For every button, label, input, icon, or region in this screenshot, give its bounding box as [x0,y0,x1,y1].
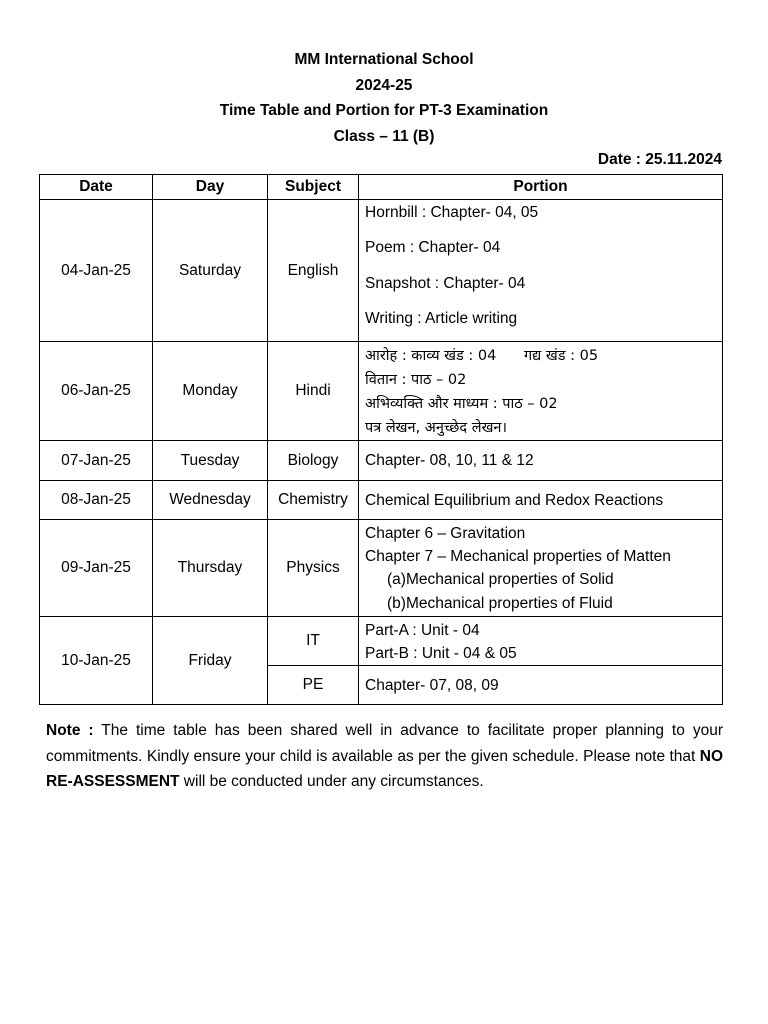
portion-line: Chemical Equilibrium and Redox Reactions [365,491,664,509]
subject-cell: Physics [268,520,359,617]
class-label: Class – 11 (B) [333,127,435,145]
day-cell: Saturday [153,200,268,342]
portion-line: Part-A : Unit - 04 [365,622,480,639]
subject-cell: Biology [268,441,359,481]
portion-line: Writing : Article writing [365,310,518,327]
note-text-end: will be conducted under any circumstances. [179,773,484,790]
day-cell: Friday [153,617,268,705]
date-cell: 09-Jan-25 [40,520,153,617]
subject-cell: PE [268,666,359,705]
note-emphasis: NO RE-ASSESSMENT [46,747,723,790]
portion-line: Chapter 7 – Mechanical properties of Matten [365,548,671,565]
table-row [40,617,723,666]
portion-cell [359,342,723,441]
portion-line: आरोह : काव्य खंड : 04 गद्य खंड : 05 [365,348,599,364]
day-cell: Wednesday [153,481,268,520]
portion-cell [359,617,723,666]
document-header [0,47,768,149]
date-cell: 10-Jan-25 [40,617,153,705]
date-cell: 06-Jan-25 [40,342,153,441]
table-row [40,200,723,342]
day-cell: Monday [153,342,268,441]
portion-line: Chapter- 08, 10, 11 & 12 [365,452,534,469]
table-row [40,481,723,520]
portion-cell [359,481,723,520]
date-cell: 08-Jan-25 [40,481,153,520]
table-row [40,520,723,617]
school-name: MM International School [294,51,474,68]
portion-line: Chapter 6 – Gravitation [365,525,526,542]
portion-line: Poem : Chapter- 04 [365,239,501,256]
portion-cell [359,520,723,617]
subject-cell: IT [268,617,359,666]
day-cell: Tuesday [153,441,268,481]
note-text: The time table has been shared well in advance to facilitate proper planning to your commitments. Kindly ensure your child is available as per the given schedule. Please note that [46,722,723,765]
timetable [39,174,723,705]
subject-cell: English [268,200,359,342]
table-header-row [40,175,723,200]
portion-cell [359,666,723,705]
column-header-portion: Portion [359,175,723,200]
portion-line: पत्र लेखन, अनुच्छेद लेखन। [365,420,507,436]
column-header-day: Day [153,175,268,200]
portion-subitem: (a)Mechanical properties of Solid [387,571,614,588]
table-row [40,441,723,481]
portion-line: Part-B : Unit - 04 & 05 [365,645,517,662]
table-row [40,342,723,441]
document-title: Time Table and Portion for PT-3 Examination [219,102,549,119]
day-cell: Thursday [153,520,268,617]
date-cell: 07-Jan-25 [40,441,153,481]
note-paragraph [46,718,723,795]
column-header-date: Date [40,175,153,200]
portion-line: Snapshot : Chapter- 04 [365,274,526,292]
note-label: Note : [46,722,94,739]
portion-line: Hornbill : Chapter- 04, 05 [365,204,539,221]
issue-date: Date : 25.11.2024 [597,151,722,168]
subject-cell: Hindi [268,342,359,441]
column-header-subject: Subject [268,175,359,200]
date-cell: 04-Jan-25 [40,200,153,342]
portion-subitem: (b)Mechanical properties of Fluid [387,595,613,612]
portion-line: अभिव्यक्ति और माध्यम : पाठ – 02 [365,396,558,412]
portion-cell [359,200,723,342]
subject-cell: Chemistry [268,481,359,520]
session: 2024-25 [355,76,413,94]
portion-line: वितान : पाठ – 02 [365,372,467,388]
portion-cell [359,441,723,481]
portion-line: Chapter- 07, 08, 09 [365,676,499,694]
